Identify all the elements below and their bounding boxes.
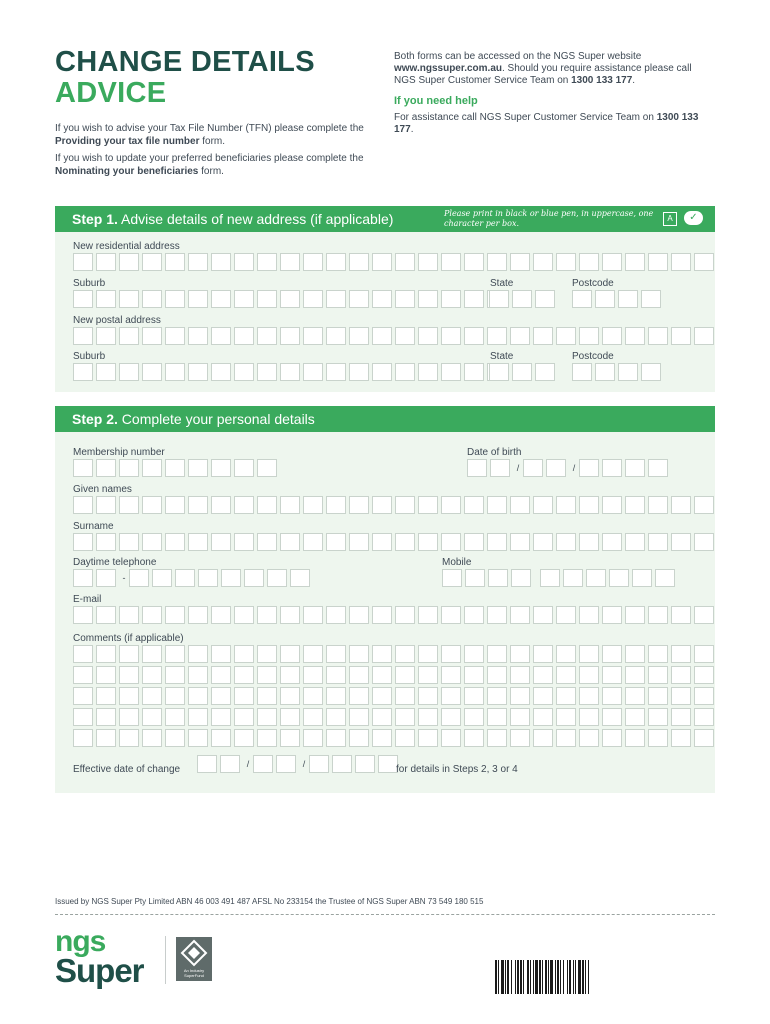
daytime-telephone-label: Daytime telephone	[73, 557, 157, 568]
help-phone-number: 1300 133 177	[394, 112, 699, 135]
comments-input-row[interactable]	[73, 708, 717, 726]
given-names-label: Given names	[73, 484, 132, 495]
tfn-instruction: If you wish to advise your Tax File Number (TFN) please complete the Providing your tax file number form.	[55, 123, 364, 147]
given-names-input[interactable]	[73, 496, 717, 514]
page-title-line1: CHANGE DETAILS	[55, 46, 315, 78]
website-info: Both forms can be accessed on the NGS Super website www.ngssuper.com.au. Should you require assistance please call NGS Super Customer Service Team on 1300 133 177.	[394, 51, 692, 86]
postal-state-label: State	[490, 351, 514, 362]
postcode-input[interactable]	[572, 290, 664, 308]
daytime-telephone-input[interactable]: -	[73, 569, 313, 587]
residential-address-label: New residential address	[73, 241, 180, 252]
phone-number: 1300 133 177	[571, 75, 633, 86]
postal-postcode-input[interactable]	[572, 363, 664, 381]
print-instruction: Please print in black or blue pen, in uppercase, one character per box.	[444, 209, 654, 228]
postal-postcode-label: Postcode	[572, 351, 614, 362]
surname-label: Surname	[73, 521, 114, 532]
barcode	[495, 960, 715, 994]
membership-number-label: Membership number	[73, 447, 165, 458]
email-label: E-mail	[73, 594, 102, 605]
postal-address-label: New postal address	[73, 315, 161, 326]
cut-line	[55, 914, 715, 915]
sample-letter-box: A	[663, 212, 677, 226]
state-label: State	[490, 278, 514, 289]
postal-suburb-label: Suburb	[73, 351, 106, 362]
residential-address-input[interactable]	[73, 253, 717, 271]
membership-number-input[interactable]	[73, 459, 280, 477]
mobile-label: Mobile	[442, 557, 472, 568]
step1-title: Step 1. Advise details of new address (if applicable)	[72, 211, 394, 227]
suburb-label: Suburb	[73, 278, 106, 289]
page-title-line2: ADVICE	[55, 77, 167, 109]
comments-label: Comments (if applicable)	[73, 633, 184, 644]
postcode-label: Postcode	[572, 278, 614, 289]
tfn-form-name: Providing your tax file number	[55, 136, 200, 147]
step2-header	[55, 406, 715, 432]
comments-input-row[interactable]	[73, 666, 717, 684]
suburb-input[interactable]	[73, 290, 510, 308]
comments-input-row[interactable]	[73, 729, 717, 747]
industry-fund-icon	[176, 937, 212, 967]
email-input[interactable]	[73, 606, 717, 624]
industry-superfund-badge: An Industry SuperFund	[176, 937, 212, 981]
issuer-statement: Issued by NGS Super Pty Limited ABN 46 003 491 487 AFSL No 233154 the Trustee of NGS Super ABN 73 549 180 515	[55, 897, 484, 906]
help-heading: If you need help	[394, 95, 478, 107]
logo-divider	[165, 936, 166, 984]
beneficiary-instruction: If you wish to update your preferred beneficiaries please complete the Nominating your beneficiaries form.	[55, 153, 364, 177]
help-info: For assistance call NGS Super Customer Service Team on 1300 133 177.	[394, 112, 699, 135]
postal-suburb-input[interactable]	[73, 363, 510, 381]
effective-date-note: for details in Steps 2, 3 or 4	[396, 764, 518, 775]
effective-date-input[interactable]: / /	[197, 755, 401, 773]
comments-input-row[interactable]	[73, 645, 717, 663]
beneficiary-form-name: Nominating your beneficiaries	[55, 166, 199, 177]
mobile-input[interactable]	[442, 569, 678, 587]
step1-header	[55, 206, 715, 232]
date-of-birth-label: Date of birth	[467, 447, 522, 458]
postal-address-input[interactable]	[73, 327, 717, 345]
comments-input-row[interactable]	[73, 687, 717, 705]
checkmark-icon: ✓	[684, 211, 703, 225]
ngs-super-logo: ngs Super	[55, 925, 144, 989]
step2-title: Step 2. Complete your personal details	[72, 411, 315, 427]
effective-date-label: Effective date of change	[73, 764, 181, 775]
website-link[interactable]: www.ngssuper.com.au	[394, 63, 502, 74]
surname-input[interactable]	[73, 533, 717, 551]
date-of-birth-input[interactable]: / /	[467, 459, 671, 477]
state-input[interactable]	[489, 290, 558, 308]
postal-state-input[interactable]	[489, 363, 558, 381]
